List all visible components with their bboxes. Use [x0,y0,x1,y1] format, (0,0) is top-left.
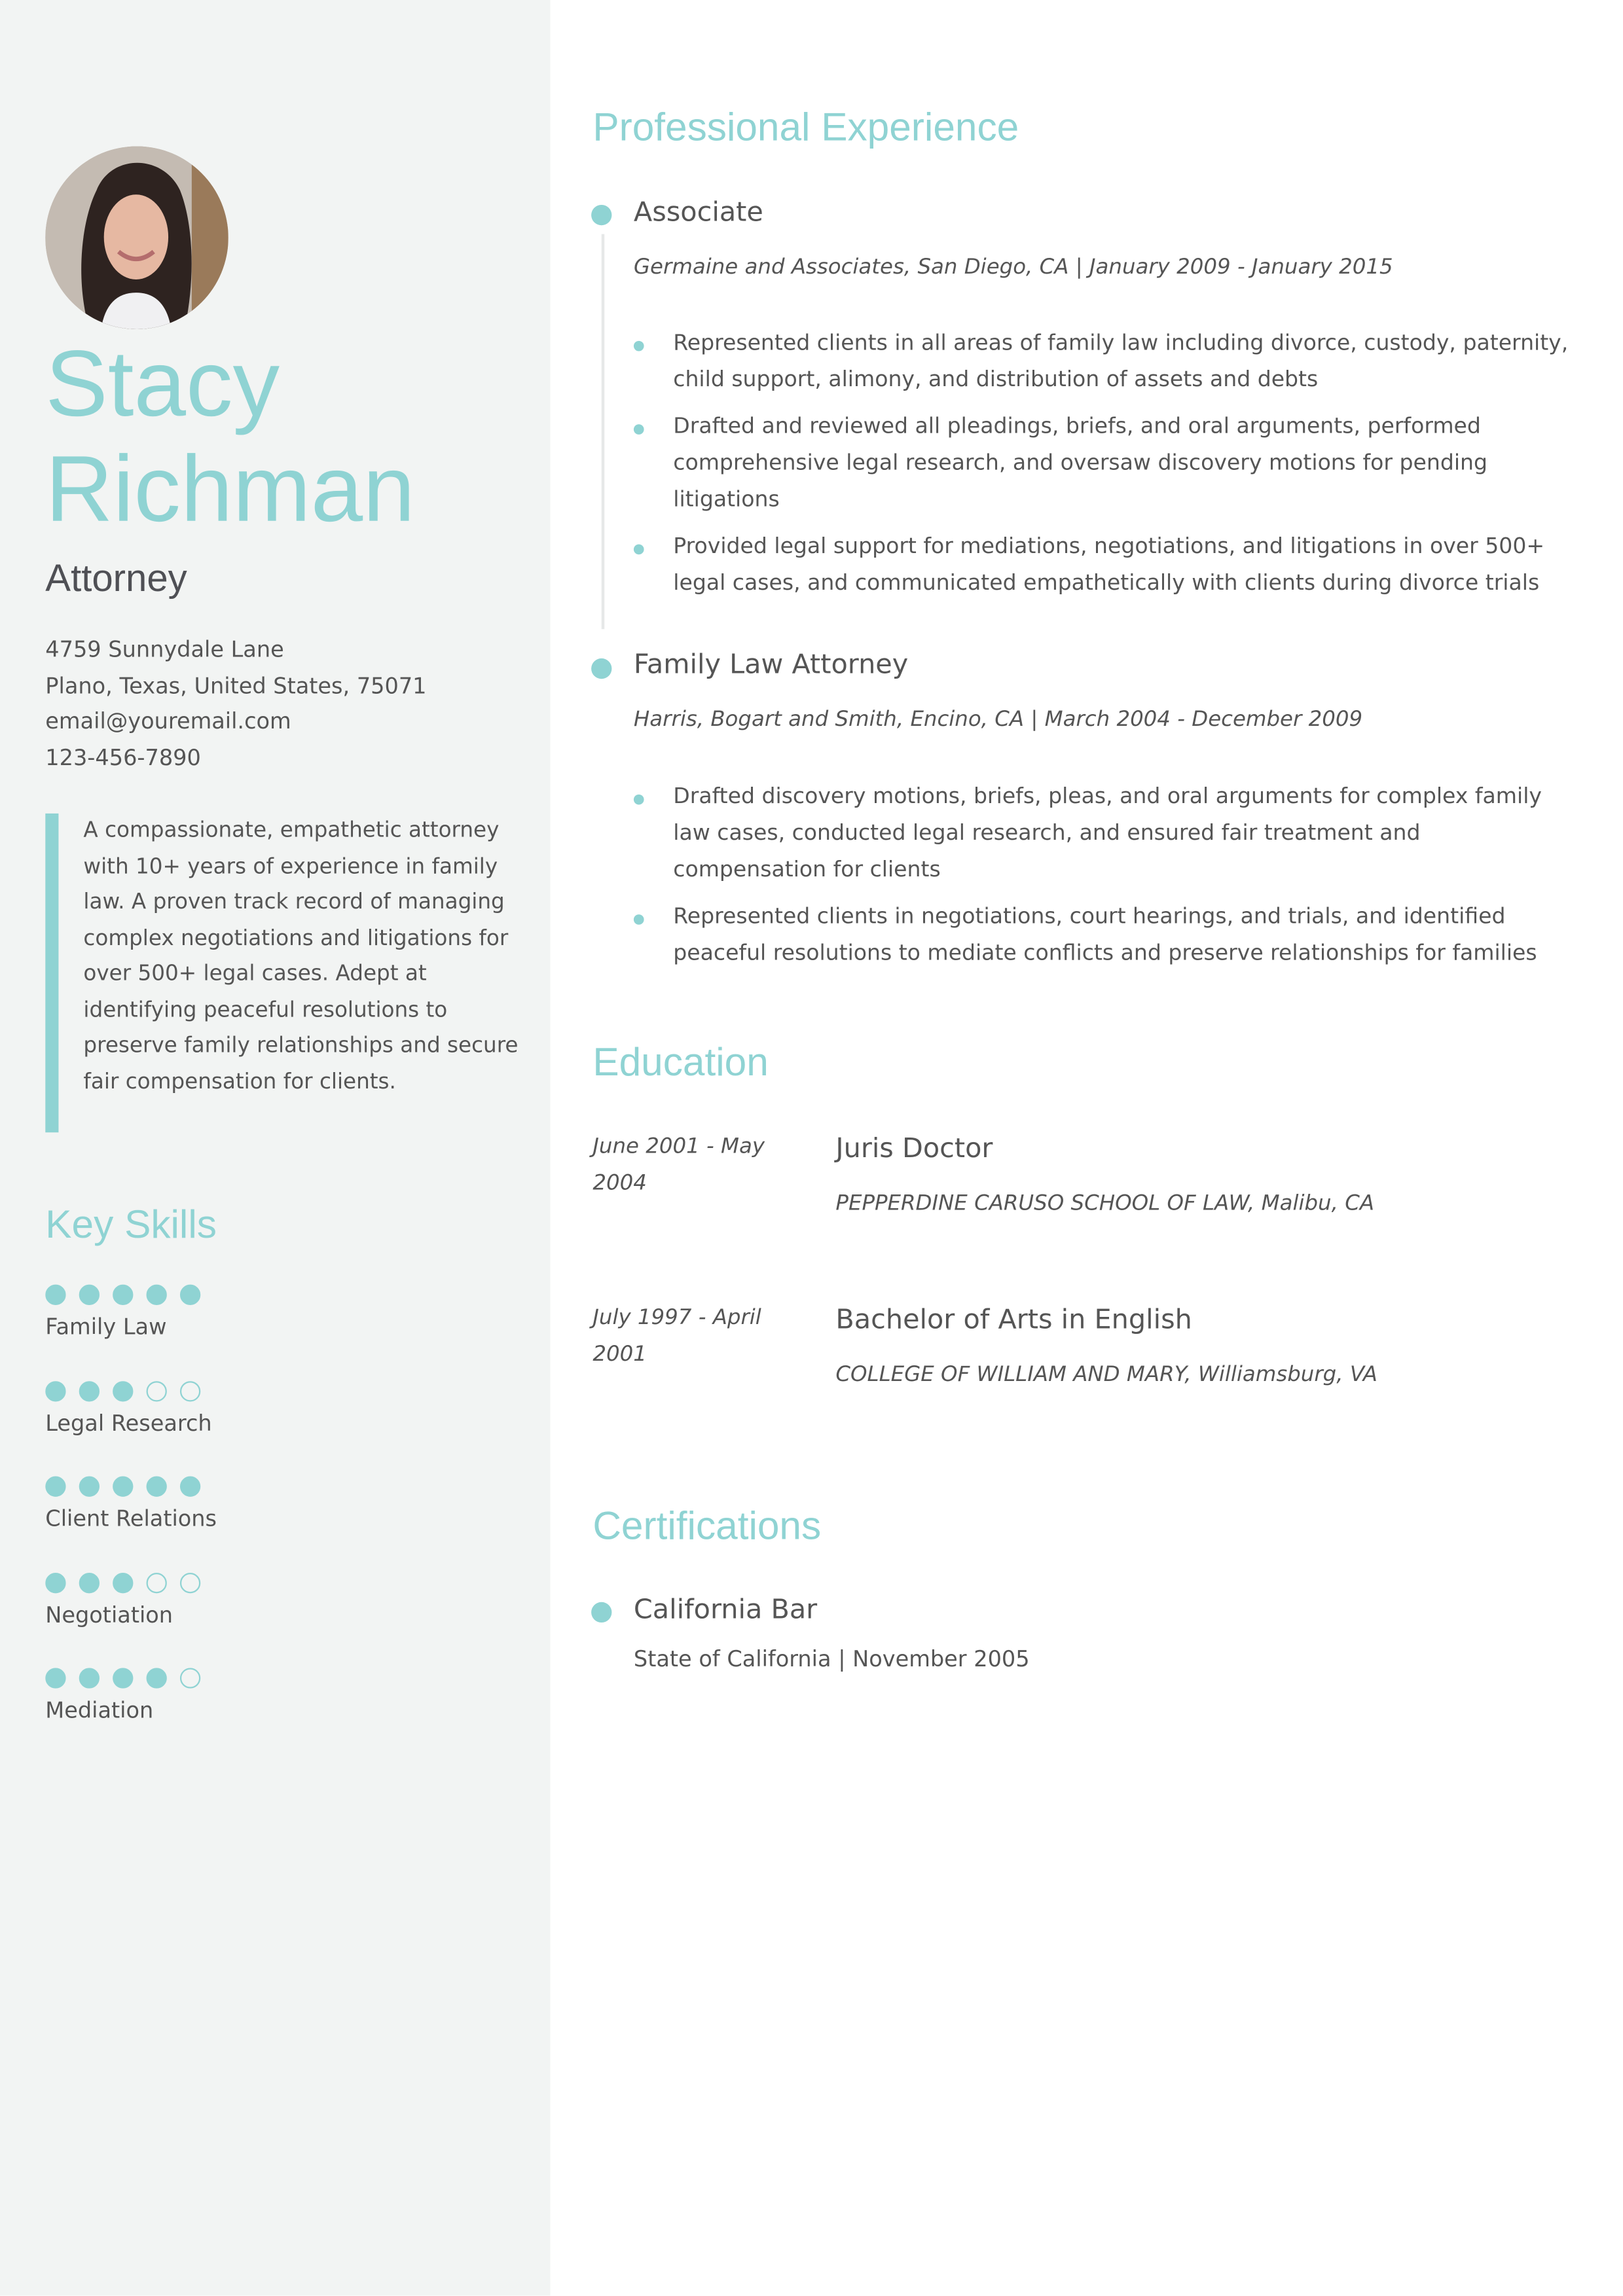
filled-dot-icon [147,1285,167,1305]
last-name: Richman [45,436,415,542]
job-bullets-1 [634,325,1569,611]
summary-block [45,814,519,1132]
job-title-2: Family Law Attorney [633,649,909,681]
empty-dot-icon [180,1668,200,1688]
empty-dot-icon [180,1380,200,1401]
edu-dates-1: June 2001 - May 2004 [593,1135,765,1196]
education-heading: Education [593,1040,769,1085]
filled-dot-icon [147,1477,167,1497]
skill-label: Legal Research [45,1409,212,1437]
timeline-dot-icon [591,658,611,679]
candidate-name [45,331,415,541]
filled-dot-icon [45,1477,65,1497]
filled-dot-icon [45,1285,65,1305]
skill-label: Mediation [45,1697,154,1724]
skill-item [45,1572,200,1628]
skill-rating [45,1380,211,1401]
filled-dot-icon [79,1380,100,1401]
skill-item [45,1380,211,1436]
job-title: Attorney [45,556,187,600]
filled-dot-icon [79,1668,100,1688]
empty-dot-icon [147,1572,167,1592]
job-meta-2: Harris, Bogart and Smith, Encino, CA | March 2004 - December 2009 [633,708,1363,732]
summary-text: A compassionate, empathetic attorney with 10+ years of experience in family law. A proven track record of managing complex negotiations and litigations for over 500+ legal cases. Adept at identifying peaceful resolutions to preserve family relationships and secure fair compensation for clients. [83,817,519,1094]
profile-photo [45,147,228,329]
bullet: Drafted and reviewed all pleadings, briefs, and oral arguments, performed comprehensive legal research, and oversaw discovery motions for pending litigations [634,408,1569,518]
skill-rating [45,1285,200,1305]
filled-dot-icon [113,1572,133,1592]
bullet: Drafted discovery motions, briefs, pleas, and oral arguments for complex family law cases, conducted legal research, and ensured fair treatment and compensation for clients [634,778,1569,888]
bullet: Represented clients in all areas of family law including divorce, custody, paternity, child support, alimony, and distribution of assets and debts [634,325,1569,398]
skill-rating [45,1668,200,1688]
filled-dot-icon [113,1380,133,1401]
cert-meta: State of California | November 2005 [633,1645,1030,1673]
bullet: Represented clients in negotiations, court hearings, and trials, and identified peaceful resolutions to mediate conflicts and preserve relationships for families [634,899,1569,972]
filled-dot-icon [79,1477,100,1497]
filled-dot-icon [180,1285,200,1305]
skill-item [45,1285,200,1340]
skill-label: Negotiation [45,1601,173,1628]
filled-dot-icon [79,1285,100,1305]
edu-school-1: PEPPERDINE CARUSO SCHOOL OF LAW, Malibu, CA [835,1192,1375,1216]
email[interactable]: email@youremail.com [45,708,291,735]
certifications-heading: Certifications [593,1503,822,1549]
filled-dot-icon [45,1380,65,1401]
filled-dot-icon [113,1668,133,1688]
address-line-1: 4759 Sunnydale Lane [45,636,284,663]
skill-item [45,1668,200,1723]
skill-item [45,1477,217,1532]
skill-rating [45,1477,217,1497]
skills-heading: Key Skills [45,1202,217,1247]
skill-label: Family Law [45,1314,167,1340]
experience-heading: Professional Experience [593,105,1019,150]
job-meta-1: Germaine and Associates, San Diego, CA | January 2009 - January 2015 [633,256,1393,279]
filled-dot-icon [45,1572,65,1592]
empty-dot-icon [147,1380,167,1401]
filled-dot-icon [113,1477,133,1497]
phone[interactable]: 123-456-7890 [45,744,201,770]
filled-dot-icon [180,1477,200,1497]
edu-dates-2: July 1997 - April 2001 [593,1306,761,1367]
edu-school-2: COLLEGE OF WILLIAM AND MARY, Williamsburg, VA [835,1363,1378,1388]
contact-info [45,632,426,776]
filled-dot-icon [113,1285,133,1305]
timeline-dot-icon [591,205,611,225]
edu-degree-1: Juris Doctor [835,1134,993,1165]
timeline-line [602,234,604,630]
bullet: Provided legal support for mediations, negotiations, and litigations in over 500+ legal cases, and communicated empathetically with clients during divorce trials [634,528,1569,601]
job-title-1: Associate [633,197,763,228]
skill-label: Client Relations [45,1505,217,1532]
job-bullets-2 [634,778,1569,982]
address-line-2: Plano, Texas, United States, 75071 [45,672,427,699]
skill-rating [45,1572,200,1592]
edu-degree-2: Bachelor of Arts in English [835,1304,1192,1336]
timeline-dot-icon [591,1602,611,1623]
first-name: Stacy [45,331,280,437]
filled-dot-icon [45,1668,65,1688]
cert-name: California Bar [633,1594,818,1626]
empty-dot-icon [180,1572,200,1592]
filled-dot-icon [79,1572,100,1592]
filled-dot-icon [147,1668,167,1688]
